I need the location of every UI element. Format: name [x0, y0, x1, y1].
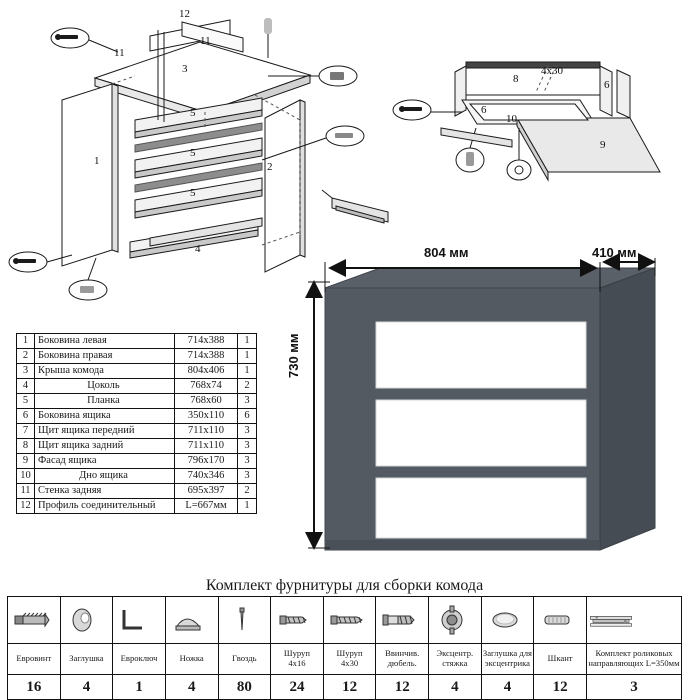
part-number: 11 [17, 484, 35, 499]
svg-text:9: 9 [600, 139, 606, 151]
euro-screw-icon [8, 597, 61, 644]
kit-item-label-line: эксцентрика [484, 658, 530, 668]
kit-item-label [429, 644, 482, 675]
hardware-kit-table [7, 596, 682, 700]
part-quantity: 3 [238, 469, 257, 484]
svg-text:5: 5 [190, 187, 196, 199]
cam-lock-icon [429, 597, 482, 644]
screw-4x30-icon [323, 597, 376, 644]
table-row [17, 364, 257, 379]
dowel-icon [534, 597, 587, 644]
kit-item-quantity: 12 [323, 675, 376, 700]
svg-text:2: 2 [267, 161, 273, 173]
kit-item-label-line: направляющих L=350мм [588, 658, 680, 668]
part-name: Крыша комода [35, 364, 175, 379]
part-quantity: 3 [238, 454, 257, 469]
part-name: Боковина левая [35, 334, 175, 349]
kit-item-label [376, 644, 429, 675]
kit-title: Комплект фурнитуры для сборки комода [205, 577, 484, 594]
foot-icon [165, 597, 218, 644]
kit-item-label-line: Эксцентр. [436, 648, 474, 659]
kit-item-label-line: Евровинт [16, 653, 52, 664]
part-name: Боковина правая [35, 349, 175, 364]
kit-item-label [481, 644, 534, 675]
kit-item-label-line: 4х30 [340, 658, 359, 668]
part-name: Цоколь [35, 379, 175, 394]
parts-table-body [17, 334, 257, 514]
part-dimension: 695х397 [175, 484, 238, 499]
finished-chest-illustration [308, 258, 655, 550]
part-name: Боковина ящика [35, 409, 175, 424]
allen-key-icon [113, 597, 166, 644]
kit-item-label [165, 644, 218, 675]
part-quantity: 1 [238, 349, 257, 364]
part-name: Профиль соединительный [35, 499, 175, 514]
kit-item-label-line: Заглушка [69, 653, 104, 664]
kit-item-label [113, 644, 166, 675]
svg-text:4: 4 [195, 243, 201, 255]
part-dimension: 711х110 [175, 439, 238, 454]
table-row [17, 469, 257, 484]
kit-item-label-line: Шуруп [283, 648, 310, 659]
part-dimension: 714х388 [175, 334, 238, 349]
kit-icon-row [8, 597, 682, 644]
table-row [17, 349, 257, 364]
table-row [17, 424, 257, 439]
exploded-drawer-view [393, 62, 660, 180]
part-number: 8 [17, 439, 35, 454]
part-number: 3 [17, 364, 35, 379]
part-name: Щит ящика задний [35, 439, 175, 454]
kit-item-label-line: 4х16 [288, 658, 306, 668]
svg-text:11: 11 [114, 47, 125, 59]
table-row [17, 454, 257, 469]
part-number: 4 [17, 379, 35, 394]
part-name: Фасад ящика [35, 454, 175, 469]
dimension-depth-label: 410 мм [592, 245, 637, 260]
part-dimension: 711х110 [175, 424, 238, 439]
kit-item-quantity: 24 [271, 675, 324, 700]
kit-item-quantity: 4 [481, 675, 534, 700]
table-row [17, 499, 257, 514]
part-quantity: 3 [238, 439, 257, 454]
part-dimension: 804х406 [175, 364, 238, 379]
kit-qty-row [8, 675, 682, 700]
svg-text:3: 3 [182, 63, 188, 75]
svg-text:8: 8 [513, 73, 519, 85]
kit-item-label-line: дюбель. [387, 658, 417, 668]
screw-in-dowel-icon [376, 597, 429, 644]
part-quantity: 3 [238, 424, 257, 439]
part-quantity: 6 [238, 409, 257, 424]
part-dimension: 714х388 [175, 349, 238, 364]
dimension-width-label: 804 мм [424, 245, 469, 260]
dimension-height-label: 730 мм [286, 333, 301, 378]
svg-text:6: 6 [604, 79, 610, 91]
kit-item-quantity: 80 [218, 675, 271, 700]
part-dimension: L=667мм [175, 499, 238, 514]
cam-cover-icon [481, 597, 534, 644]
part-quantity: 3 [238, 394, 257, 409]
part-number: 2 [17, 349, 35, 364]
kit-item-label [60, 644, 113, 675]
part-name: Планка [35, 394, 175, 409]
kit-item-label [271, 644, 324, 675]
table-row [17, 394, 257, 409]
kit-item-label [534, 644, 587, 675]
nail-icon [218, 597, 271, 644]
part-quantity: 1 [238, 499, 257, 514]
kit-item-quantity: 12 [376, 675, 429, 700]
part-number: 12 [17, 499, 35, 514]
part-number: 5 [17, 394, 35, 409]
part-dimension: 796х170 [175, 454, 238, 469]
part-name: Щит ящика передний [35, 424, 175, 439]
svg-text:6: 6 [481, 104, 487, 116]
kit-name-row [8, 644, 682, 675]
svg-text:4х30: 4х30 [541, 65, 563, 77]
kit-item-label [218, 644, 271, 675]
kit-item-label-line: Шуруп [336, 648, 363, 659]
kit-item-quantity: 12 [534, 675, 587, 700]
kit-item-quantity: 16 [8, 675, 61, 700]
kit-item-quantity: 3 [587, 675, 682, 700]
svg-text:12: 12 [179, 8, 190, 20]
parts-table [16, 333, 257, 514]
table-row [17, 379, 257, 394]
kit-item-label-line: Ножка [179, 653, 204, 664]
table-row [17, 409, 257, 424]
kit-item-label-line: Шкант [547, 653, 573, 664]
svg-text:11: 11 [200, 35, 211, 47]
part-quantity: 1 [238, 334, 257, 349]
screw-4x16-icon [271, 597, 324, 644]
table-row [17, 484, 257, 499]
kit-item-label [8, 644, 61, 675]
svg-text:5: 5 [190, 107, 196, 119]
part-number: 6 [17, 409, 35, 424]
kit-item-label [587, 644, 682, 675]
cap-plug-icon [60, 597, 113, 644]
part-dimension: 768х74 [175, 379, 238, 394]
kit-item-label-line: Евроключ [120, 653, 158, 664]
kit-item-label [323, 644, 376, 675]
drawer-slides-icon [587, 597, 682, 644]
svg-text:1: 1 [94, 155, 100, 167]
part-name: Стенка задняя [35, 484, 175, 499]
part-dimension: 350х110 [175, 409, 238, 424]
svg-text:5: 5 [190, 147, 196, 159]
kit-item-label-line: Комплект роликовых [595, 648, 673, 659]
part-number: 1 [17, 334, 35, 349]
kit-item-quantity: 1 [113, 675, 166, 700]
part-quantity: 2 [238, 484, 257, 499]
svg-text:10: 10 [506, 113, 517, 125]
table-row [17, 439, 257, 454]
kit-item-label-line: Ввинчив. [385, 648, 420, 659]
table-row [17, 334, 257, 349]
part-number: 10 [17, 469, 35, 484]
kit-item-label-line: Гвоздь [232, 653, 257, 664]
kit-item-quantity: 4 [60, 675, 113, 700]
part-quantity: 1 [238, 364, 257, 379]
kit-item-label-line: стяжка [442, 658, 468, 668]
part-name: Дно ящика [35, 469, 175, 484]
kit-item-quantity: 4 [429, 675, 482, 700]
part-quantity: 2 [238, 379, 257, 394]
part-number: 7 [17, 424, 35, 439]
kit-item-label-line: Заглушка для [482, 648, 532, 659]
part-dimension: 768х60 [175, 394, 238, 409]
exploded-cabinet-view [9, 18, 388, 300]
part-number: 9 [17, 454, 35, 469]
kit-item-quantity: 4 [165, 675, 218, 700]
kit-wrapper [7, 596, 682, 700]
part-dimension: 740х346 [175, 469, 238, 484]
